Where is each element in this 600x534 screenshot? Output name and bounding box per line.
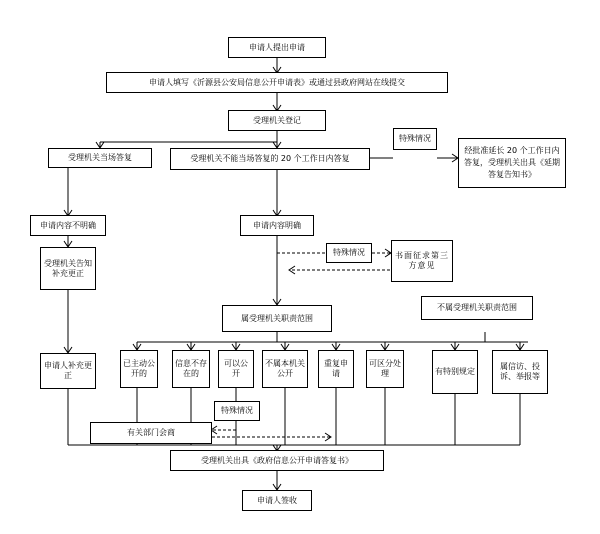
node-text: 受理机关登记	[253, 115, 301, 125]
annotation-text: 特殊情况	[221, 406, 253, 416]
node-text: 有关部门会商	[127, 428, 175, 437]
node-text: 不属本机关公开	[265, 359, 305, 378]
node-petition-complaint	[492, 350, 548, 394]
node-text: 信息不存在的	[175, 359, 207, 378]
annotation-text: 特殊情况	[399, 134, 431, 144]
node-apply-submit	[228, 37, 326, 58]
node-content-clear	[240, 215, 314, 236]
node-fill-form	[106, 72, 448, 93]
node-special-regulation	[432, 350, 478, 394]
node-text: 受理机关出具《政府信息公开申请答复书》	[201, 455, 353, 465]
node-text: 申请内容不明确	[40, 220, 96, 230]
node-departments-consult	[90, 422, 212, 444]
node-extended-reply	[458, 138, 566, 188]
annotation-special-case-3	[214, 401, 260, 421]
node-issue-reply-letter	[170, 450, 384, 471]
node-third-party-opinion	[391, 240, 453, 282]
node-text: 书面征求第三方意见	[395, 251, 449, 270]
node-not-exist	[172, 350, 210, 388]
node-text: 申请内容明确	[253, 220, 301, 230]
node-notify-supplement	[40, 247, 96, 290]
node-outside-scope	[421, 296, 533, 320]
node-text: 不属受理机关职责范围	[437, 303, 517, 312]
node-text: 重复申请	[324, 359, 348, 378]
node-text: 属信访、投诉、举报等	[500, 362, 540, 381]
annotation-special-case-1	[393, 128, 437, 150]
node-text: 申请人提出申请	[249, 42, 305, 52]
node-onsite-reply	[48, 148, 152, 168]
node-duplicate-request	[318, 350, 354, 388]
node-separable-handling	[366, 350, 404, 388]
node-text: 申请人填写《沂源县公安局信息公开申请表》或通过县政府网站在线提交	[149, 77, 405, 87]
node-text: 受理机关不能当场答复的 20 个工作日内答复	[190, 154, 350, 163]
node-text: 申请人补充更正	[44, 361, 92, 380]
node-text: 有特别规定	[435, 367, 475, 376]
node-applicant-sign	[242, 490, 312, 511]
node-text: 可以公开	[224, 359, 248, 378]
annotation-special-case-2	[326, 243, 372, 263]
node-already-public	[120, 350, 158, 388]
node-text: 受理机关当场答复	[68, 153, 132, 162]
node-20day-reply	[170, 148, 370, 170]
node-within-scope	[222, 305, 332, 332]
node-register	[228, 110, 326, 131]
node-text: 可区分处理	[369, 359, 401, 378]
node-content-unclear	[30, 215, 106, 236]
node-text: 申请人签收	[257, 495, 297, 505]
node-can-publish	[218, 350, 254, 388]
node-text: 受理机关告知补充更正	[44, 258, 92, 278]
node-text: 属受理机关职责范围	[241, 313, 313, 323]
node-applicant-supplement	[40, 353, 96, 389]
node-text: 经批准延长 20 个工作日内答复，受理机关出具《延期答复告知书》	[464, 146, 560, 179]
node-text: 已主动公开的	[123, 359, 155, 378]
node-not-this-agency	[262, 350, 308, 388]
annotation-text: 特殊情况	[333, 248, 365, 258]
